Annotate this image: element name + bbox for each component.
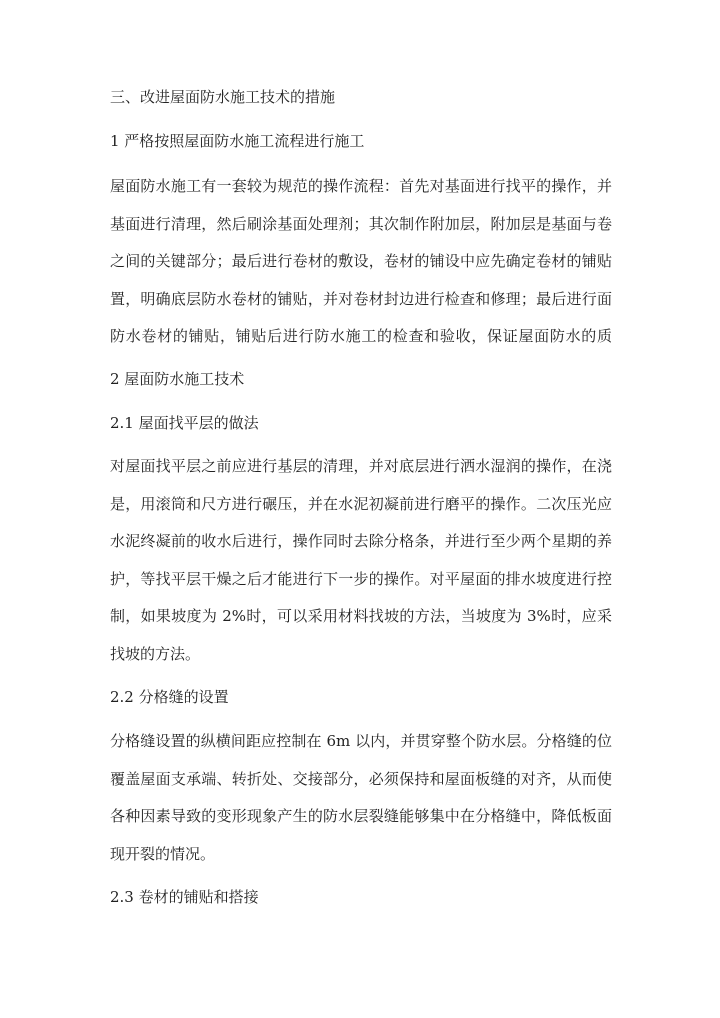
- heading-2-3: 2.3 卷材的铺贴和搭接: [110, 888, 259, 906]
- section-title: 三、改进屋面防水施工技术的措施: [110, 88, 336, 106]
- heading-2-2: 2.2 分格缝的设置: [110, 688, 229, 706]
- heading-1: 1 严格按照屋面防水施工流程进行施工: [110, 132, 365, 150]
- heading-2-1: 2.1 屋面找平层的做法: [110, 414, 259, 432]
- paragraph-2: 对屋面找平层之前应进行基层的清理，并对底层进行洒水湿润的操作，在浇 是，用滚筒和尺方进行碾压，并在水泥初凝前进行磨平的操作。二次压光应 水泥终凝前的收水后进行，操作同时去除分格条，并进行至少两个星期的养 护，等找平层干燥之后才能进行下一步的操作。对平屋面的排水坡度进行控 制，如果坡度为 2%时，可以采用材料找坡的方法，当坡度为 3%时，应采 找坡的方法。: [110, 457, 612, 663]
- paragraph-3: 分格缝设置的纵横间距应控制在 6m 以内，并贯穿整个防水层。分格缝的位 覆盖屋面支承端、转折处、交接部分，必须保持和屋面板缝的对齐，从而使 各种因素导致的变形现象产生的防水层裂缝能够集中在分格缝中，降低板面 现开裂的情况。: [110, 732, 612, 863]
- heading-2: 2 屋面防水施工技术: [110, 370, 245, 388]
- paragraph-1: 屋面防水施工有一套较为规范的操作流程：首先对基面进行找平的操作，并 基面进行清理，然后刷涂基面处理剂；其次制作附加层，附加层是基面与卷 之间的关键部分；最后进行卷材的敷设，卷材的铺设中应先确定卷材的铺贴 置，明确底层防水卷材的铺贴，并对卷材封边进行检查和修理；最后进行面 防水卷材的铺贴，铺贴后进行防水施工的检查和验收，保证屋面防水的质: [110, 177, 612, 345]
